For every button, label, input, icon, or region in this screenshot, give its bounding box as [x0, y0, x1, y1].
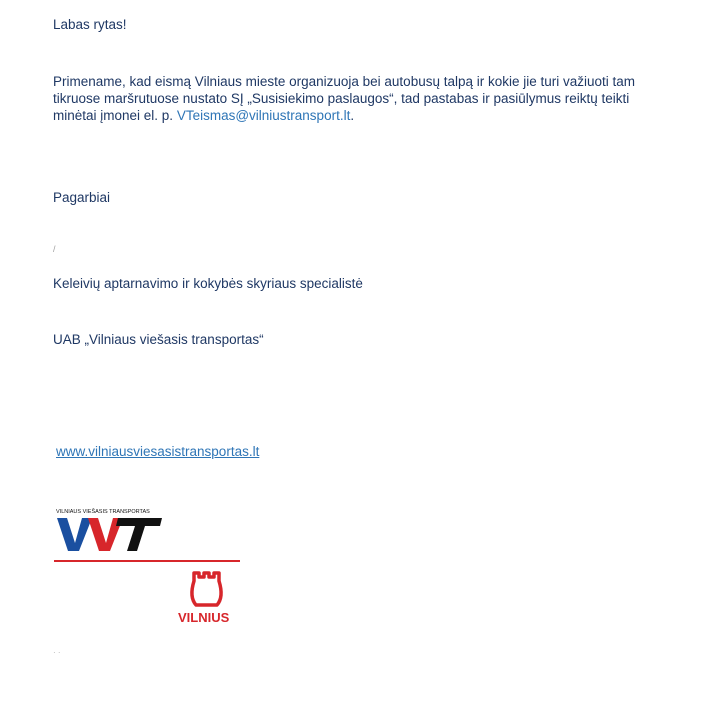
closing-text: Pagarbiai [53, 190, 111, 205]
vvt-letters-icon [57, 518, 162, 551]
company-logo [54, 505, 244, 630]
email-link[interactable]: VTeismas@vilniustransport.lt [176, 108, 351, 123]
vilnius-wordmark: VILNIUS [178, 610, 230, 625]
message-body: Primename, kad eismą Vilniaus mieste organizuoja bei autobusų talpą ir kokie jie turi važiuoti tam tikruose maršrutuose nustato SĮ „Susisiekimo paslaugos“, tad pastabas ir pasiūlymus reiktų teikti minėtai įmonei el. p. [53, 74, 636, 123]
trailing-dots: · · [53, 648, 61, 657]
signature-company: UAB „Vilniaus viešasis transportas“ [53, 332, 264, 347]
message-paragraph [53, 73, 653, 124]
greeting-text: Labas rytas! [53, 17, 127, 32]
signature-separator: / [53, 244, 56, 254]
website-link[interactable]: www.vilniausviesasistransportas.lt [56, 444, 260, 459]
vvt-vilnius-logo-graphic [54, 505, 244, 630]
vvt-caption: VILNIAUS VIEŠASIS TRANSPORTAS [56, 509, 150, 515]
signature-role: Keleivių aptarnavimo ir kokybės skyriaus specialistė [53, 276, 363, 291]
vilnius-tower-icon [192, 573, 221, 605]
message-end: . [350, 108, 355, 123]
